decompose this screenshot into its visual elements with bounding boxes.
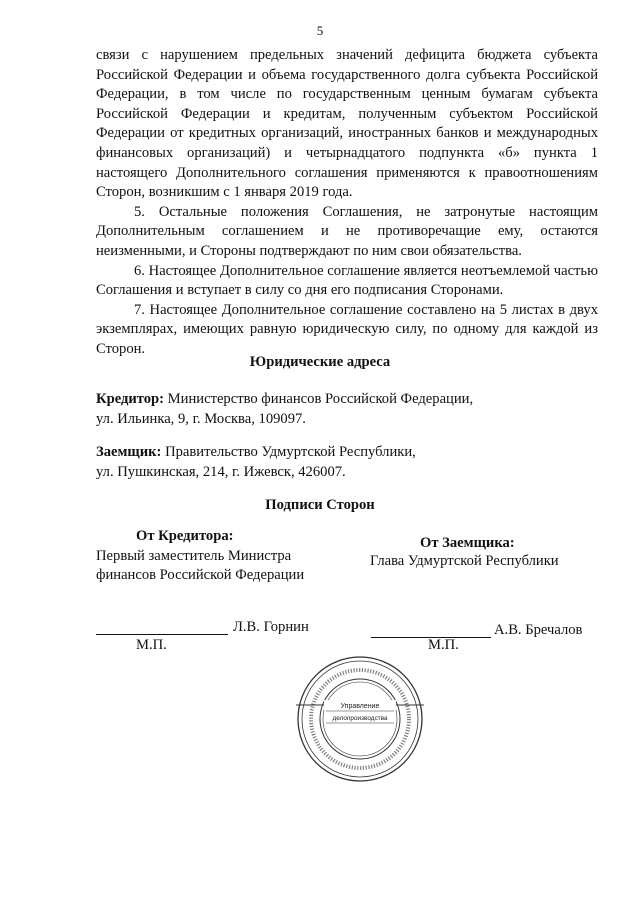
borrower-address [96,443,616,482]
official-seal-stamp [296,655,424,783]
creditor-position-line2: финансов Российской Федерации [96,567,305,583]
creditor-address [96,390,616,429]
page-number: 5 [316,23,324,38]
creditor-name: Министерство финансов Российской Федерации, [164,391,474,407]
body-text [96,46,598,360]
borrower-label: Заемщик: [96,444,162,460]
creditor-mp: М.П. [136,637,167,653]
paragraph-5: 5. Остальные положения Соглашения, не затронутые настоящим Дополнительным соглашением и не противоречащие ему, остаются неизменными, и Стороны подтверждают по ним свои обязательства. [96,203,598,259]
creditor-signatory-name: Л.В. Горнин [233,619,309,635]
borrower-name: Правительство Удмуртской Республики, [161,444,416,460]
borrower-signatory-name: А.В. Бречалов [494,622,583,638]
legal-addresses-heading: Юридические адреса [249,354,391,370]
creditor-street: ул. Ильинка, 9, г. Москва, 109097. [96,410,306,427]
paragraph-6: 6. Настоящее Дополнительное соглашение является неотъемлемой частью Соглашения и вступает в силу со дня его подписания Сторонами. [96,262,598,299]
borrower-mp: М.П. [428,637,459,653]
svg-text:Управление: Управление [340,703,380,710]
borrower-position: Глава Удмуртской Республики [370,553,559,569]
creditor-signature-line [96,634,228,635]
paragraph-continuation: связи с нарушением предельных значений дефицита бюджета субъекта Российской Федерации и объема государственного долга субъекта Российской Федерации, в том числе по государственным ценным бумагам субъекта Российской Федерации и кредитам, полученным субъектом Российской Федерации от кредитных организаций, иностранных банков и международных финансовых организаций) и четырнадцатого подпункта «б» пункта 1 настоящего Дополнительного соглашения применяются к правоотношениям Сторон, возникшим с 1 января 2019 года. [96,47,598,201]
borrower-signature-heading: От Заемщика: [420,535,515,551]
borrower-street: ул. Пушкинская, 214, г. Ижевск, 426007. [96,463,346,480]
paragraph-7: 7. Настоящее Дополнительное соглашение составлено на 5 листах в двух экземплярах, имеющих равную юридическую силу, по одному для каждой из Сторон. [96,301,598,357]
creditor-signature-heading: От Кредитора: [136,528,234,544]
svg-text:делопроизводства: делопроизводства [332,715,388,722]
signatures-heading: Подписи Сторон [265,497,375,513]
creditor-position [96,547,304,585]
creditor-label: Кредитор: [96,391,165,407]
creditor-position-line1: Первый заместитель Министра [96,548,292,564]
